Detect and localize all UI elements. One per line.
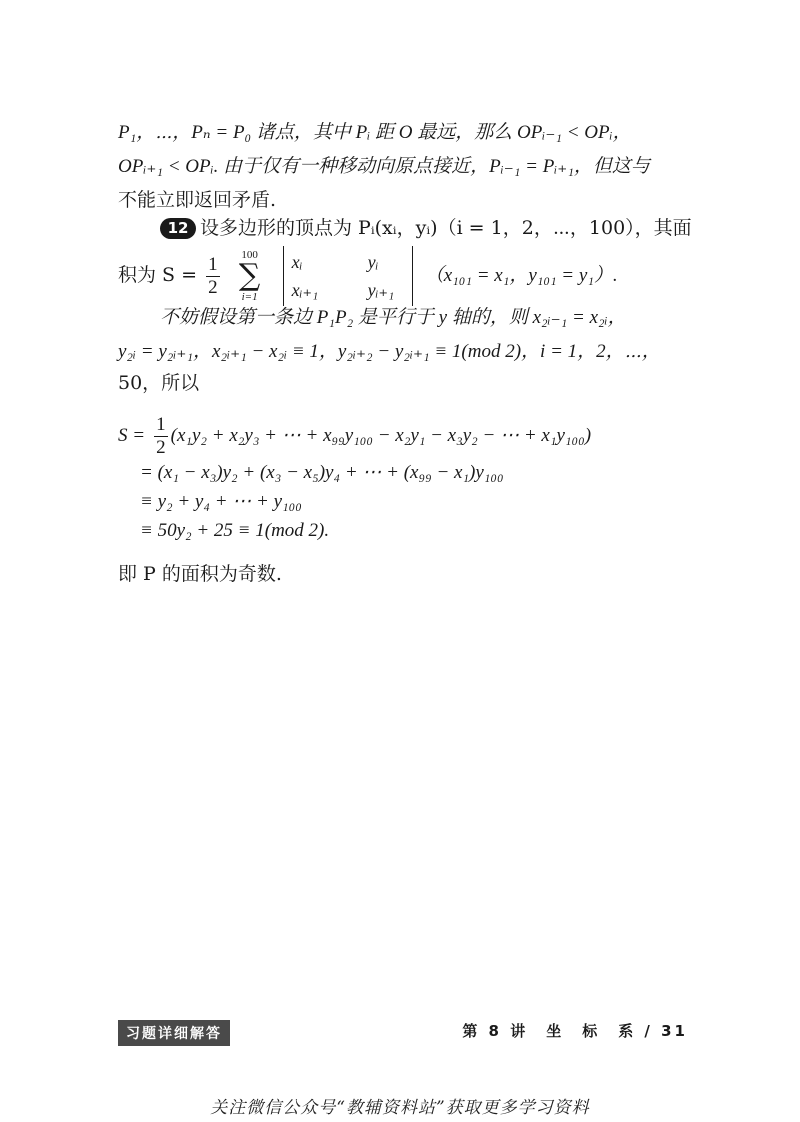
watermark-notice: 关注微信公众号“教辅资料站”获取更多学习资料 (210, 1098, 590, 1118)
paragraph-line-2: OPᵢ₊₁ < OPᵢ. 由于仅有一种移动向原点接近，Pᵢ₋₁ = Pᵢ₊₁，但这与 (118, 156, 650, 177)
problem-12-line: 12 设多边形的顶点为 Pᵢ(xᵢ，yᵢ)（i = 1，2，⋯，100），其面 (160, 214, 692, 242)
equation-line-2: = (x₁ − x₃)y₂ + (x₃ − x₅)y₄ + ⋯ + (x₉₉ − x₁)y₁₀₀ (140, 462, 504, 483)
paragraph-line-3: 不能立即返回矛盾. (118, 189, 277, 211)
area-formula-line: 积为 S = $\frac{1}{2}$ 100 ∑ i=1 xᵢ yᵢ xᵢ₊₁ yᵢ₊₁ （x₁₀₁ = x₁，y₁₀₁ = y₁）. (118, 243, 618, 308)
problem-number-badge: 12 (160, 218, 196, 239)
fraction-one-half-2: $\frac{1}{2}$ (156, 413, 166, 458)
section-tag: 习题详细解答 (118, 1020, 230, 1046)
equation-line-1: S = $\frac{1}{2}$ (x₁y₂ + x₂y₃ + ⋯ + x₉₉y₁₀₀ − x₂y₁ − x₃y₂ − ⋯ + x₁y₁₀₀) (118, 413, 592, 458)
determinant: xᵢ yᵢ xᵢ₊₁ yᵢ₊₁ (283, 246, 413, 306)
equation-line-4: ≡ 50y₂ + 25 ≡ 1(mod 2). (140, 520, 330, 541)
summation-symbol: 100 ∑ i=1 (238, 249, 261, 303)
paragraph-line-1: P₁，⋯，Pₙ = P₀ 诸点，其中 Pᵢ 距 O 最远，那么 OPᵢ₋₁ < OPᵢ， (118, 122, 632, 143)
page-header-chapter: 第 8 讲 坐 标 系 / 31 (462, 1022, 688, 1040)
conclusion-line: 即 P 的面积为奇数. (118, 563, 282, 585)
paragraph-line-8: 50，所以 (118, 372, 200, 394)
fraction-one-half: $\frac{1}{2}$ (208, 253, 218, 298)
equation-line-3: ≡ y₂ + y₄ + ⋯ + y₁₀₀ (140, 491, 302, 512)
paragraph-line-7: y₂ᵢ = y₂ᵢ₊₁，x₂ᵢ₊₁ − x₂ᵢ ≡ 1，y₂ᵢ₊₂ − y₂ᵢ₊₁ ≡ 1(mod 2)，i = 1，2，⋯， (118, 341, 661, 362)
paragraph-line-6: 不妨假设第一条边 P₁P₂ 是平行于 y 轴的，则 x₂ᵢ₋₁ = x₂ᵢ， (160, 307, 627, 328)
